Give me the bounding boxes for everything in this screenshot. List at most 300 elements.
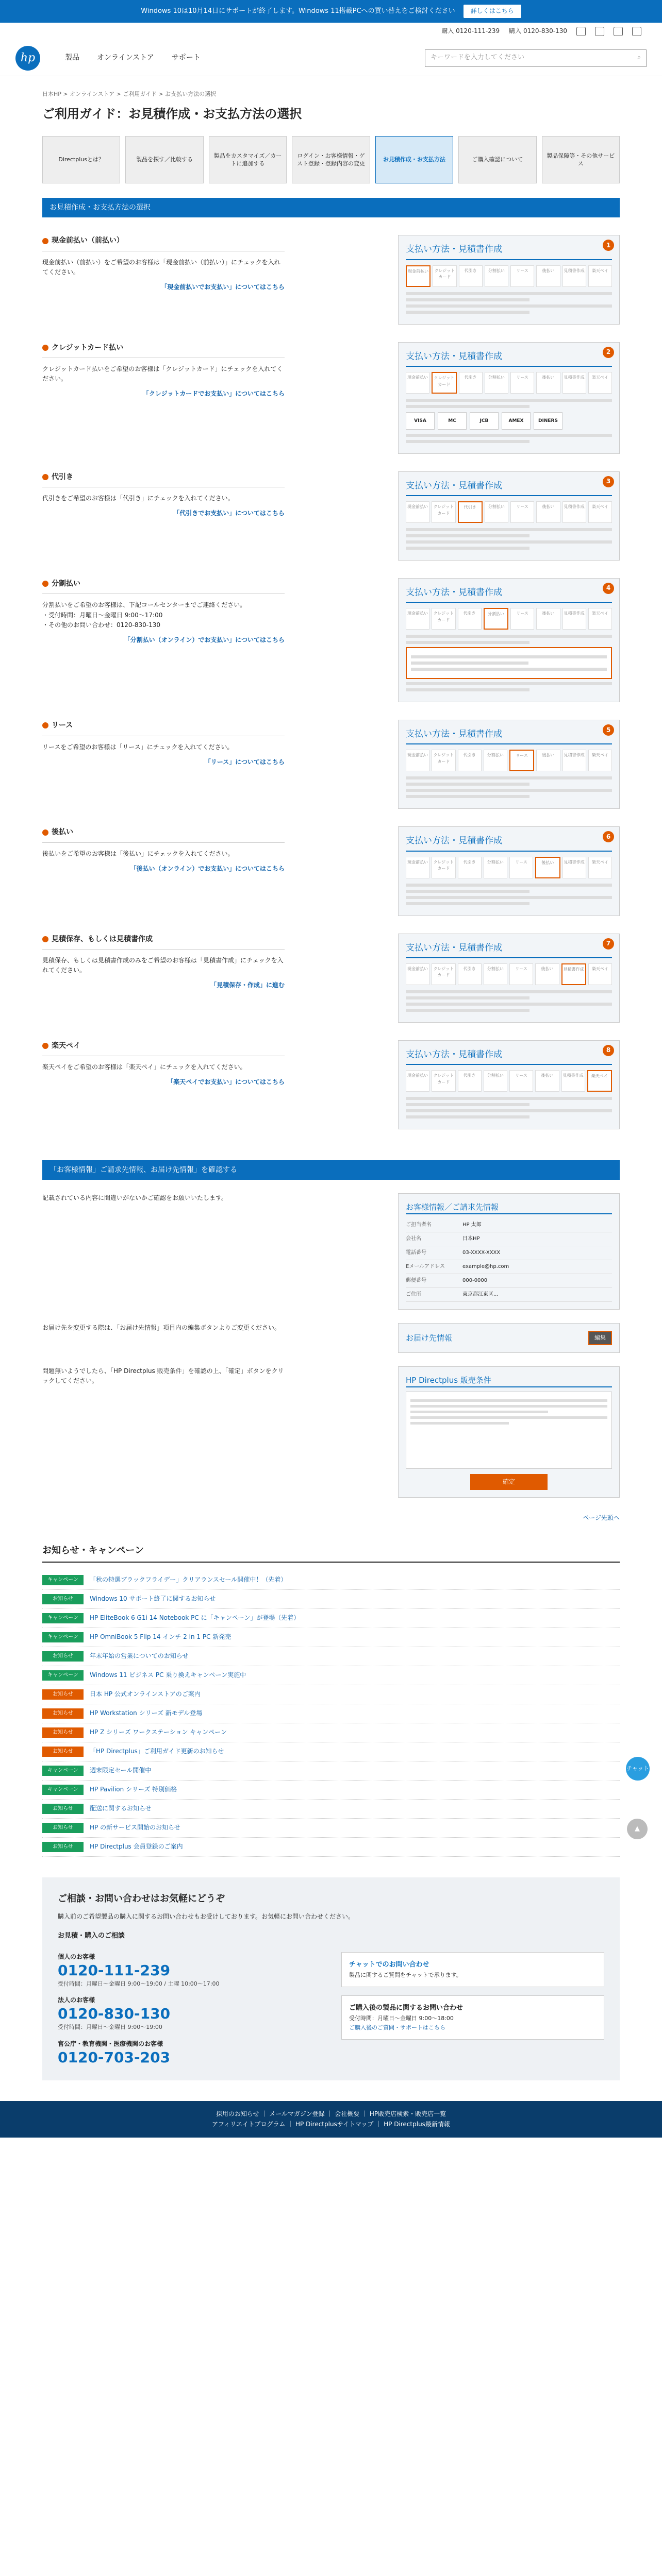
news-link: HP Pavilion シリーズ 特別価格 [90,1786,177,1793]
mock-tab[interactable]: 代引き [458,501,483,523]
method-title: 現金前払い（前払い） [42,235,285,251]
tab-customize[interactable]: 製品をカスタマイズ／カートに追加する [209,136,287,183]
method-description [42,342,285,454]
contact-phones [58,1952,321,2066]
mock-tab[interactable]: クレジットカード [432,1070,455,1092]
biz-label: 法人のお客様 [58,1996,95,2004]
news-link: HP の新サービス開始のお知らせ [90,1824,180,1832]
customer-row: ご住所 東京都江東区... [406,1288,612,1302]
method-description [42,471,285,561]
method-link[interactable]: 「現金前払いでお支払い」についてはこちら [161,283,285,291]
contact-row [58,1952,604,2066]
chat-text: 製品に関するご質問をチャットで承ります。 [349,1971,462,1978]
mock-tab[interactable]: 見積書作成 [561,1070,585,1092]
news-link: 年末年始の営業についてのお知らせ [90,1652,189,1660]
method-3 [42,471,620,561]
method-mock [398,578,620,702]
terms-box[interactable] [406,1392,612,1469]
method-description [42,235,285,324]
mock-tab[interactable]: 見積書作成 [562,501,586,523]
contact-title: ご相談・お問い合わせはお気軽にどうぞ [58,1893,225,1905]
search-icon[interactable]: ⌕ [637,54,641,62]
mock-delivery-title: お届け先情報 [406,1333,453,1343]
news-item[interactable] [42,1723,620,1742]
news-item[interactable] [42,1819,620,1838]
method-link[interactable]: 「見積保存・作成」に進む [210,981,285,989]
mock-tab[interactable]: リース [509,1070,533,1092]
news-badge: お知らせ [42,1804,84,1814]
mock-tabs [406,857,612,878]
mock-line [406,783,529,786]
news-item[interactable] [42,1685,620,1704]
step-number: 5 [603,724,614,736]
mock-line [406,990,612,993]
breadcrumb: 日本HP > オンラインストア > ご利用ガイド > お支払い方法の選択 [42,91,217,97]
mock-tab[interactable]: 分割払い [485,501,508,523]
mock-tab[interactable]: リース [510,265,534,287]
mock-line [406,528,612,531]
news-item[interactable] [42,1704,620,1723]
buy-hours: 受付時間：月曜日〜金曜日 9:00〜19:00 / 土曜 10:00〜17:00 [58,1980,220,1987]
mock-tab[interactable]: 楽天ペイ [588,265,612,287]
news-item[interactable] [42,1628,620,1647]
news-list [42,1571,620,1857]
tab-payment[interactable]: お見積作成・お支払方法 [375,136,453,183]
news-item[interactable] [42,1781,620,1800]
main-content [42,90,620,2080]
confirm-text-3: 問題無いようでしたら、「HP Directplus 販売条件」を確認の上、「確定」ボタンをクリックしてください。 [42,1367,284,1385]
news-item[interactable] [42,1742,620,1761]
mock-line [406,399,612,402]
mock-tab[interactable]: 分割払い [484,608,508,630]
method-title: 見積保存、もしくは見積書作成 [42,934,285,950]
confirm-text-2: お届け先を変更する際は、「お届け先情報」項目内の編集ボタンよりご変更ください。 [42,1324,281,1332]
mock-line [406,440,529,443]
guide-tabs [42,136,620,183]
mock-line [406,902,529,905]
cart-icon[interactable] [632,27,641,36]
mock-terms-title: HP Directplus 販売条件 [406,1374,612,1387]
confirm-terms [42,1366,620,1498]
mock-tab[interactable]: 見積書作成 [562,265,586,287]
confirm-text-1: 記載されている内容に間違いがないかご確認をお願いいたします。 [42,1194,228,1202]
news-link: HP Workstation シリーズ 新モデル登場 [90,1709,203,1717]
search-input[interactable]: キーワードを入力してください ⌕ [425,49,647,67]
mock-line [406,1103,529,1106]
card-brand-icon: DINERS [534,412,562,430]
mock-tab[interactable]: 代引き [459,372,483,394]
mock-tab[interactable]: 後払い [536,608,560,630]
method-link[interactable]: 「クレジットカードでお支払い」についてはこちら [142,390,285,398]
mock-tab[interactable]: 楽天ペイ [588,608,612,630]
mock-tab[interactable]: 代引き [458,750,482,771]
buy-label: 個人のお客様 [58,1953,95,1960]
mock-tab[interactable]: 現金前払い [406,1070,429,1092]
mock-tab[interactable]: 見積書作成 [562,857,586,878]
mock-tab[interactable]: リース [510,372,534,394]
top-banner [0,0,662,23]
method-mock [398,471,620,561]
mock-tab[interactable]: 現金前払い [406,265,431,287]
footer-links-2[interactable]: アフィリエイトプログラム ｜ HP Directplusサイトマップ ｜ HP Directplus最新情報 [212,2120,450,2128]
news-badge: キャンペーン [42,1670,84,1681]
card-brands [406,412,612,430]
mock-tab[interactable]: リース [510,501,534,523]
card-brand-icon: MC [438,412,467,430]
mock-tab[interactable]: 後払い [535,963,559,985]
mock-line [406,682,612,685]
mock-tab[interactable]: 後払い [535,1070,559,1092]
after-box [341,1995,604,2040]
chat-icon[interactable] [576,27,586,36]
news-badge: お知らせ [42,1842,84,1852]
mock-line [406,434,612,437]
news-item[interactable] [42,1647,620,1666]
news-item[interactable] [42,1800,620,1819]
mock-tab[interactable]: クレジットカード [432,750,455,771]
mock-tabs [406,750,612,771]
gov-label: 官公庁・教育機関・医療機関のお客様 [58,2040,163,2047]
mock-tab[interactable]: クレジットカード [432,501,455,523]
news-link: HP Directplus 会員登録のご案内 [90,1843,183,1851]
mock-tab[interactable]: 分割払い [484,1070,507,1092]
method-mock [398,934,620,1023]
step-number: 2 [603,347,614,358]
mock-line [406,1097,612,1100]
mock-line [406,540,612,544]
method-title: 分割払い [42,578,285,594]
news-item[interactable] [42,1761,620,1781]
nav-support[interactable]: サポート [171,54,201,62]
customer-row: 電話番号 03-XXXX-XXXX [406,1246,612,1260]
mock-tab[interactable]: 後払い [536,372,560,394]
mock-tab[interactable]: 後払い [535,857,560,878]
mock-tab[interactable]: 分割払い [485,372,508,394]
mock-line [406,635,612,638]
method-item: ・その他のお問い合わせ：0120-830-130 [42,621,161,629]
mock-tab[interactable]: 後払い [536,265,560,287]
step-number: 4 [603,583,614,594]
mock-tabs [406,1070,612,1092]
mock-tabs [406,501,612,523]
method-mock [398,826,620,916]
terms-mock [398,1366,620,1498]
mock-tab[interactable]: 楽天ペイ [588,372,612,394]
mock-line [406,311,529,314]
confirm-delivery [42,1323,620,1353]
tab-confirm[interactable]: ご購入確認について [458,136,536,183]
gov-tel[interactable]: 0120-703-203 [58,2048,171,2066]
news-link: 「秋の特選ブラックフライデー」クリアランスセール開催中！（先着） [90,1576,287,1584]
news-link: HP EliteBook 6 G1i 14 Notebook PC に「キャンペーン」が登場（先着） [90,1614,300,1622]
method-text: 楽天ペイをご希望のお客様は「楽天ペイ」にチェックを入れてください。 [42,1063,246,1071]
method-text: 代引きをご希望のお客様は「代引き」にチェックを入れてください。 [42,495,234,502]
method-text: 分割払いをご希望のお客様は、下記コールセンターまでご連絡ください。 [42,601,246,609]
utility-bar [0,23,662,40]
news-badge: お知らせ [42,1708,84,1719]
step-number: 7 [603,938,614,950]
confirm-customer [42,1193,620,1310]
mock-line [406,641,529,644]
news-link: Windows 11 ビジネス PC 乗り換えキャンペーン実施中 [90,1671,246,1679]
mock-tab[interactable]: 現金前払い [406,501,429,523]
method-title: リース [42,720,285,736]
page-title: ご利用ガイド：お見積作成・お支払方法の選択 [42,106,302,121]
method-title: 後払い [42,826,285,842]
after-link[interactable]: ご購入後のご質問・サポートはこちら [349,2024,445,2031]
phone-icon[interactable] [595,27,604,36]
mock-tab[interactable]: クレジットカード [432,857,455,878]
mock-customer-title: お客様情報／ご請求先情報 [406,1201,612,1214]
method-link[interactable]: 「楽天ペイでお支払い」についてはこちら [167,1078,285,1086]
method-description [42,826,285,916]
news-badge: お知らせ [42,1823,84,1833]
news-badge: お知らせ [42,1747,84,1757]
number-badge [42,474,48,480]
mock-highlight [406,647,612,679]
card-brand-icon: VISA [406,412,435,430]
hp-logo[interactable]: hp [15,46,40,71]
news-link: 週末限定セール開催中 [90,1767,152,1774]
mock-line [406,996,529,999]
number-badge [42,722,48,728]
mock-title: 支払い方法・見積書作成 [406,727,612,744]
method-link[interactable]: 「リース」についてはこちら [204,758,285,766]
mock-title: 支払い方法・見積書作成 [406,350,612,367]
method-link[interactable]: 「後払い（オンライン）でお支払い」についてはこちら [130,865,285,872]
mock-tab[interactable]: 代引き [458,1070,482,1092]
customer-row: ご担当者名 HP 太郎 [406,1218,612,1232]
step-number: 3 [603,476,614,487]
customer-row: 会社名 日本HP [406,1232,612,1246]
mock-tab[interactable]: 代引き [458,857,482,878]
news-link: HP Z シリーズ ワークステーション キャンペーン [90,1728,227,1736]
mock-line [406,776,612,779]
back-to-top-icon[interactable]: ▲ [627,1819,648,1839]
confirm-button[interactable]: 確定 [470,1474,548,1490]
news-item[interactable] [42,1666,620,1685]
phone-buy[interactable]: 購入 0120-111-239 [441,27,500,35]
mock-tab[interactable]: 分割払い [485,265,508,287]
mock-tab[interactable]: 見積書作成 [561,963,586,985]
mock-line [406,1009,529,1012]
news-badge: キャンペーン [42,1766,84,1776]
card-brand-icon: AMEX [502,412,531,430]
tab-login[interactable]: ログイン・お客様情報・ゲスト登録・登録内容の変更 [292,136,370,183]
edit-button[interactable]: 編集 [588,1331,612,1345]
mock-line [406,534,529,537]
mock-line [406,795,529,798]
mock-line [406,405,529,408]
mock-title: 支払い方法・見積書作成 [406,586,612,603]
news-badge: お知らせ [42,1727,84,1738]
mock-line [406,304,612,308]
footer-links[interactable]: 採用のお知らせ ｜ メールマガジン登録 ｜ 会社概要 ｜ HP販売店検索・販売店一覧 [216,2110,446,2118]
mock-tab[interactable]: 現金前払い [406,963,429,985]
mock-tab[interactable]: 現金前払い [406,372,429,394]
mock-tabs [406,372,612,394]
news-badge: お知らせ [42,1689,84,1700]
mock-line [406,688,529,691]
number-badge [42,829,48,836]
method-mock [398,720,620,809]
method-8 [42,1040,620,1129]
method-6 [42,826,620,916]
mock-tab[interactable]: 現金前払い [406,857,429,878]
mock-line [406,789,612,792]
news-item[interactable] [42,1590,620,1609]
tab-warranty[interactable]: 製品保障等・その他サービス [542,136,620,183]
mock-tab[interactable]: 代引き [458,608,482,630]
nav-store[interactable]: オンラインストア [97,54,154,62]
tab-directplus[interactable]: Directplusとは？ [42,136,120,183]
page-top-link[interactable]: ページ先頭へ [583,1514,620,1522]
method-link[interactable]: 「分割払い（オンライン）でお支払い」についてはこちら [124,636,285,643]
delivery-mock [398,1323,620,1353]
number-badge [42,345,48,351]
news-badge: キャンペーン [42,1613,84,1623]
customer-rows [406,1218,612,1302]
mock-tab[interactable]: 楽天ペイ [588,501,612,523]
method-items [42,611,285,630]
number-badge [42,581,48,587]
mock-tab[interactable]: クレジットカード [433,265,456,287]
method-mock [398,342,620,454]
news-item[interactable] [42,1609,620,1628]
nav-products[interactable]: 製品 [65,54,79,62]
mock-line [406,1109,612,1112]
mock-tab[interactable]: 現金前払い [406,608,429,630]
mock-line [406,1003,612,1006]
news-link: Windows 10 サポート終了に関するお知らせ [90,1595,216,1603]
method-description [42,720,285,809]
mock-tab[interactable]: リース [509,750,534,771]
news-item[interactable] [42,1571,620,1590]
banner-button[interactable]: 詳しくはこちら [464,5,521,18]
contact-subtitle: お見積・購入のご相談 [58,1932,125,1940]
news-link: 配送に関するお知らせ [90,1805,152,1812]
mock-tab[interactable]: 楽天ペイ [587,1070,612,1092]
mock-tab[interactable]: 見積書作成 [562,608,586,630]
customer-row: 郵便番号 000-0000 [406,1274,612,1288]
site-header [0,40,662,76]
number-badge [42,238,48,244]
news-badge: お知らせ [42,1594,84,1604]
mock-line [406,547,529,550]
mock-line [406,896,612,899]
mock-tab[interactable]: リース [510,608,534,630]
method-description [42,578,285,702]
method-text: 後払いをご希望のお客様は「後払い」にチェックを入れてください。 [42,850,234,857]
method-title: クレジットカード払い [42,342,285,358]
mock-title: 支払い方法・見積書作成 [406,479,612,496]
method-description [42,1040,285,1129]
section-bar-payment: お見積作成・お支払方法の選択 [42,198,620,217]
mock-title: 支払い方法・見積書作成 [406,1048,612,1065]
mock-tab[interactable]: 分割払い [484,857,507,878]
method-item: ・受付時間：月曜日〜金曜日 9:00〜17:00 [42,611,163,619]
chat-box [341,1952,604,1987]
mock-tab[interactable]: 代引き [459,265,483,287]
number-badge [42,936,48,942]
news-link: 「HP Directplus」ご利用ガイド更新のお知らせ [90,1748,224,1755]
method-link[interactable]: 「代引きでお支払い」についてはこちら [173,510,285,517]
mock-tab[interactable]: 後払い [536,501,560,523]
method-mock [398,235,620,324]
mock-tab[interactable]: クレジットカード [432,372,456,394]
after-text: 受付時間：月曜日〜金曜日 9:00〜18:00 [349,2015,454,2022]
after-title: ご購入後の製品に関するお問い合わせ [349,2004,464,2012]
mock-title: 支払い方法・見積書作成 [406,834,612,851]
mock-tab[interactable]: 楽天ペイ [588,857,612,878]
method-5 [42,720,620,809]
mock-title: 支払い方法・見積書作成 [406,941,612,958]
news-title: お知らせ・キャンペーン [42,1544,620,1563]
mock-tab[interactable]: リース [509,963,533,985]
number-badge [42,1043,48,1049]
news-item[interactable] [42,1838,620,1857]
contact-section [42,1877,620,2080]
mock-tabs [406,265,612,287]
method-text: クレジットカード払いをご希望のお客様は「クレジットカード」にチェックを入れてください。 [42,365,283,383]
mock-line [406,292,612,295]
news-link: HP OmniBook 5 Flip 14 インチ 2 in 1 PC 新発売 [90,1633,231,1641]
mock-tab[interactable]: 現金前払い [406,750,429,771]
method-4 [42,578,620,702]
main-nav [65,52,201,63]
news-badge: お知らせ [42,1651,84,1662]
mock-tab[interactable]: 楽天ペイ [588,963,612,985]
mock-tab[interactable]: 代引き [458,963,482,985]
tab-search[interactable]: 製品を探す／比較する [125,136,203,183]
method-7 [42,934,620,1023]
method-2 [42,342,620,454]
biz-tel[interactable]: 0120-830-130 [58,2005,171,2023]
step-number: 6 [603,831,614,842]
chat-title[interactable]: チャットでのお問い合わせ [349,1960,429,1969]
site-footer [0,2101,662,2137]
method-text: 見積保存、もしくは見積書作成のみをご希望のお客様は「見積書作成」にチェックを入れてください。 [42,956,284,974]
mock-tab[interactable]: 後払い [536,750,560,771]
method-mock [398,1040,620,1129]
biz-hours: 受付時間：月曜日〜金曜日 9:00〜19:00 [58,2023,162,2030]
buy-tel[interactable]: 0120-111-239 [58,1962,171,1979]
news-badge: キャンペーン [42,1785,84,1795]
chat-fab[interactable]: チャット [626,1757,650,1781]
mock-tab[interactable]: 分割払い [484,963,507,985]
mock-tabs [406,608,612,630]
method-title: 代引き [42,471,285,487]
method-1 [42,235,620,324]
mock-tab[interactable]: リース [509,857,533,878]
phone-support[interactable]: 購入 0120-830-130 [509,27,567,35]
news-link: 日本 HP 公式オンラインストアのご案内 [90,1690,201,1698]
news-badge: キャンペーン [42,1632,84,1642]
mock-tab[interactable]: 分割払い [484,750,507,771]
news-badge: キャンペーン [42,1575,84,1585]
mock-tab[interactable]: 見積書作成 [562,750,586,771]
customer-info-mock [398,1193,620,1310]
user-icon[interactable] [614,27,623,36]
mock-tab[interactable]: クレジットカード [432,963,455,985]
mock-tab[interactable]: 見積書作成 [562,372,586,394]
mock-line [406,884,612,887]
mock-tab[interactable]: クレジットカード [432,608,455,630]
method-title: 楽天ペイ [42,1040,285,1056]
customer-row: Eメールアドレス example@hp.com [406,1260,612,1274]
mock-tab[interactable]: 楽天ペイ [588,750,612,771]
banner-text: Windows 10は10月14日にサポートが終了します。Windows 11搭載PCへの買い替えをご検討ください [141,7,455,15]
